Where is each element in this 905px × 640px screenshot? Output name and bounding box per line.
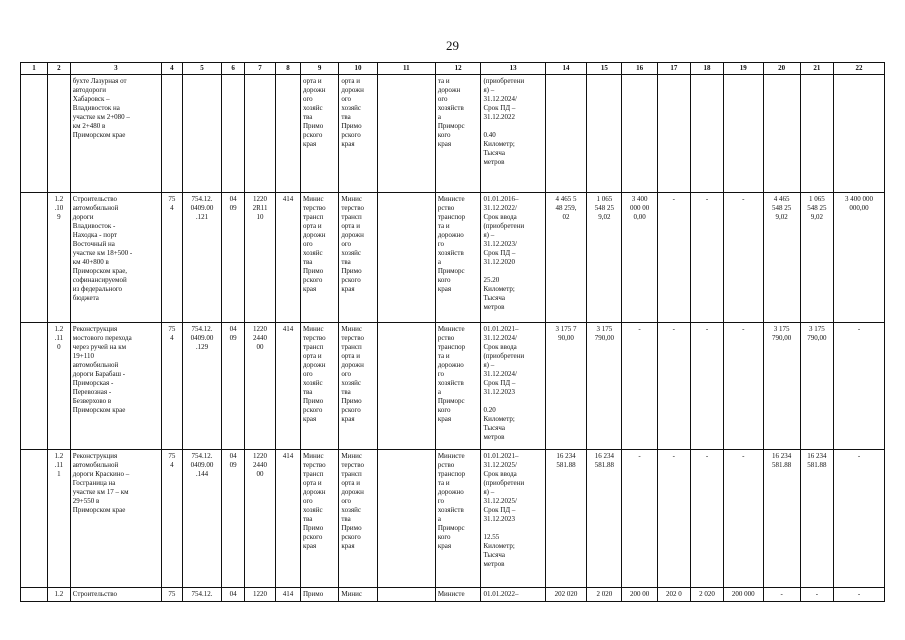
- column-header: 11: [377, 63, 435, 75]
- column-header: 2: [47, 63, 70, 75]
- table-cell: 16 234 581.88: [545, 450, 586, 588]
- table-cell: 1.2 .10 9: [47, 193, 70, 323]
- column-header: 4: [162, 63, 183, 75]
- table-cell: 1 065 548 25 9,02: [587, 193, 622, 323]
- table-cell: 414: [276, 588, 301, 602]
- table-cell: 01.01.2022–: [481, 588, 545, 602]
- table-cell: 3 400 000 000,00: [834, 193, 885, 323]
- column-header: 6: [222, 63, 245, 75]
- table-cell: -: [690, 193, 723, 323]
- table-cell: -: [657, 323, 690, 450]
- table-cell: 414: [276, 323, 301, 450]
- table-cell: 04 09: [222, 450, 245, 588]
- table-cell: -: [834, 588, 885, 602]
- table-cell: Примо: [300, 588, 338, 602]
- table-cell: [377, 193, 435, 323]
- table-cell: 2 020: [690, 588, 723, 602]
- table-cell: Министе: [435, 588, 481, 602]
- table-cell: [377, 588, 435, 602]
- table-cell: [182, 75, 221, 193]
- table-cell: 414: [276, 450, 301, 588]
- table-cell: [21, 450, 48, 588]
- column-header: 12: [435, 63, 481, 75]
- table-cell: 04 09: [222, 323, 245, 450]
- table-cell: [47, 75, 70, 193]
- table-cell: [545, 75, 586, 193]
- column-header: 21: [800, 63, 833, 75]
- table-cell: [21, 588, 48, 602]
- table-cell: [622, 75, 657, 193]
- table-cell: 75: [162, 588, 183, 602]
- table-cell: 3 175 7 90,00: [545, 323, 586, 450]
- column-header: 8: [276, 63, 301, 75]
- table-cell: -: [657, 450, 690, 588]
- column-header: 3: [70, 63, 161, 75]
- table-cell: [657, 75, 690, 193]
- table-cell: 2 020: [587, 588, 622, 602]
- table-cell: 1220: [244, 588, 275, 602]
- table-cell: 16 234 581.88: [587, 450, 622, 588]
- table-cell: [377, 450, 435, 588]
- table-row: [21, 193, 885, 323]
- table-row: [21, 588, 885, 602]
- table-cell: [377, 75, 435, 193]
- table-cell: [724, 75, 763, 193]
- column-header: 17: [657, 63, 690, 75]
- table-cell: Строительство: [70, 588, 161, 602]
- table-cell: [763, 75, 800, 193]
- table-row: [21, 450, 885, 588]
- table-cell: -: [834, 450, 885, 588]
- table-cell: 75 4: [162, 450, 183, 588]
- table-cell: 3 175 790,00: [763, 323, 800, 450]
- table-cell: [690, 75, 723, 193]
- table-cell: Минис: [339, 588, 377, 602]
- table-cell: 3 175 790,00: [587, 323, 622, 450]
- column-header: 16: [622, 63, 657, 75]
- table-cell: -: [690, 323, 723, 450]
- table-cell: 16 234 581.88: [800, 450, 833, 588]
- table-cell: 1.2 .11 1: [47, 450, 70, 588]
- table-cell: 1 065 548 25 9,02: [800, 193, 833, 323]
- table-cell: Министе рство транспор та и дорожно го хозяйств а Приморс кого края: [435, 193, 481, 323]
- table-cell: Минис терство трансп орта и дорожн ого хозяйс тва Примо рского края: [300, 450, 338, 588]
- table-cell: орта и дорожн ого хозяйс тва Примо рского края: [339, 75, 377, 193]
- table-cell: Минис терство трансп орта и дорожн ого хозяйс тва Примо рского края: [300, 323, 338, 450]
- table-cell: 75 4: [162, 323, 183, 450]
- column-header: 18: [690, 63, 723, 75]
- table-cell: -: [800, 588, 833, 602]
- table-cell: [377, 323, 435, 450]
- table-cell: [21, 323, 48, 450]
- table-cell: [244, 75, 275, 193]
- table-cell: 01.01.2021– 31.12.2024/ Срок ввода (приобретени я) – 31.12.2024/ Срок ПД – 31.12.2023 0.20 Километр; Тысяча метров: [481, 323, 545, 450]
- table-cell: -: [690, 450, 723, 588]
- table-cell: Минис терство трансп орта и дорожн ого хозяйс тва Примо рского края: [300, 193, 338, 323]
- table-cell: 01.01.2021– 31.12.2025/ Срок ввода (приобретени я) – 31.12.2025/ Срок ПД – 31.12.2023 12.55 Километр; Тысяча метров: [481, 450, 545, 588]
- column-header: 5: [182, 63, 221, 75]
- table-cell: 202 020: [545, 588, 586, 602]
- table-cell: -: [657, 193, 690, 323]
- table-cell: 04: [222, 588, 245, 602]
- table-cell: -: [724, 450, 763, 588]
- table-cell: 3 175 790,00: [800, 323, 833, 450]
- table-cell: 1.2 .11 0: [47, 323, 70, 450]
- column-header: 14: [545, 63, 586, 75]
- table-cell: -: [724, 193, 763, 323]
- column-header: 19: [724, 63, 763, 75]
- column-header: 9: [300, 63, 338, 75]
- table-row: [21, 75, 885, 193]
- table-cell: 01.01.2016– 31.12.2022/ Срок ввода (приобретени я) – 31.12.2023/ Срок ПД – 31.12.2020 25.20 Километр; Тысяча метров: [481, 193, 545, 323]
- table-cell: -: [763, 588, 800, 602]
- table-cell: 04 09: [222, 193, 245, 323]
- table-cell: 754.12. 0409.00 .144: [182, 450, 221, 588]
- table-cell: [222, 75, 245, 193]
- table-cell: [276, 75, 301, 193]
- table-cell: 1220 2440 00: [244, 450, 275, 588]
- table-row: [21, 323, 885, 450]
- table-cell: [21, 193, 48, 323]
- table-cell: орта и дорожн ого хозяйс тва Примо рского края: [300, 75, 338, 193]
- table-cell: Реконструкция мостового перехода через ручей на км 19+110 автомобильной дороги Барабаш - Приморская - Перевозная - Безверхово в Приморском крае: [70, 323, 161, 450]
- column-header: 20: [763, 63, 800, 75]
- budget-table: [20, 62, 885, 602]
- column-header: 7: [244, 63, 275, 75]
- column-header: 22: [834, 63, 885, 75]
- table-cell: [162, 75, 183, 193]
- table-cell: 754.12.: [182, 588, 221, 602]
- table-cell: Строительство автомобильной дороги Владивосток - Находка - порт Восточный на участке км 18+500 - км 40+800 в Приморском крае, софинансируемой из федерального бюджета: [70, 193, 161, 323]
- table-cell: [21, 75, 48, 193]
- table-cell: 3 400 000 00 0,00: [622, 193, 657, 323]
- table-cell: Министе рство транспор та и дорожно го хозяйств а Приморс кого края: [435, 450, 481, 588]
- column-header: 15: [587, 63, 622, 75]
- table-cell: 202 0: [657, 588, 690, 602]
- table-cell: 754.12. 0409.00 .129: [182, 323, 221, 450]
- table-cell: -: [622, 323, 657, 450]
- table-cell: 75 4: [162, 193, 183, 323]
- page-number: 29: [446, 38, 459, 53]
- column-header: 1: [21, 63, 48, 75]
- header-row: [21, 63, 885, 75]
- table-cell: 1220 2R11 10: [244, 193, 275, 323]
- table-cell: 414: [276, 193, 301, 323]
- table-cell: -: [834, 323, 885, 450]
- table-cell: -: [724, 323, 763, 450]
- table-cell: Минис терство трансп орта и дорожн ого хозяйс тва Примо рского края: [339, 193, 377, 323]
- table-cell: Реконструкция автомобильной дороги Краскино – Госграница на участке км 17 – км 29+550 в Приморском крае: [70, 450, 161, 588]
- table-cell: 200 000: [724, 588, 763, 602]
- table-cell: (приобретени я) – 31.12.2024/ Срок ПД – 31.12.2022 0.40 Километр; Тысяча метров: [481, 75, 545, 193]
- table-cell: 1.2: [47, 588, 70, 602]
- table-cell: [800, 75, 833, 193]
- table-cell: 200 00: [622, 588, 657, 602]
- table-cell: та и дорожн ого хозяйств а Приморс кого края: [435, 75, 481, 193]
- table-cell: 4 465 548 25 9,02: [763, 193, 800, 323]
- table-cell: -: [622, 450, 657, 588]
- table-cell: 754.12. 0409.00 .121: [182, 193, 221, 323]
- table-cell: 4 465 5 48 259, 02: [545, 193, 586, 323]
- column-header: 13: [481, 63, 545, 75]
- column-header: 10: [339, 63, 377, 75]
- table-cell: [587, 75, 622, 193]
- table-cell: 1220 2440 00: [244, 323, 275, 450]
- table-cell: 16 234 581.88: [763, 450, 800, 588]
- table-cell: [834, 75, 885, 193]
- table-cell: Министе рство транспор та и дорожно го хозяйств а Приморс кого края: [435, 323, 481, 450]
- table-cell: Минис терство трансп орта и дорожн ого хозяйс тва Примо рского края: [339, 450, 377, 588]
- table-cell: Минис терство трансп орта и дорожн ого хозяйс тва Примо рского края: [339, 323, 377, 450]
- table-cell: бухте Лазурная от автодороги Хабаровск – Владивосток на участке км 2+080 – км 2+480 в Приморском крае: [70, 75, 161, 193]
